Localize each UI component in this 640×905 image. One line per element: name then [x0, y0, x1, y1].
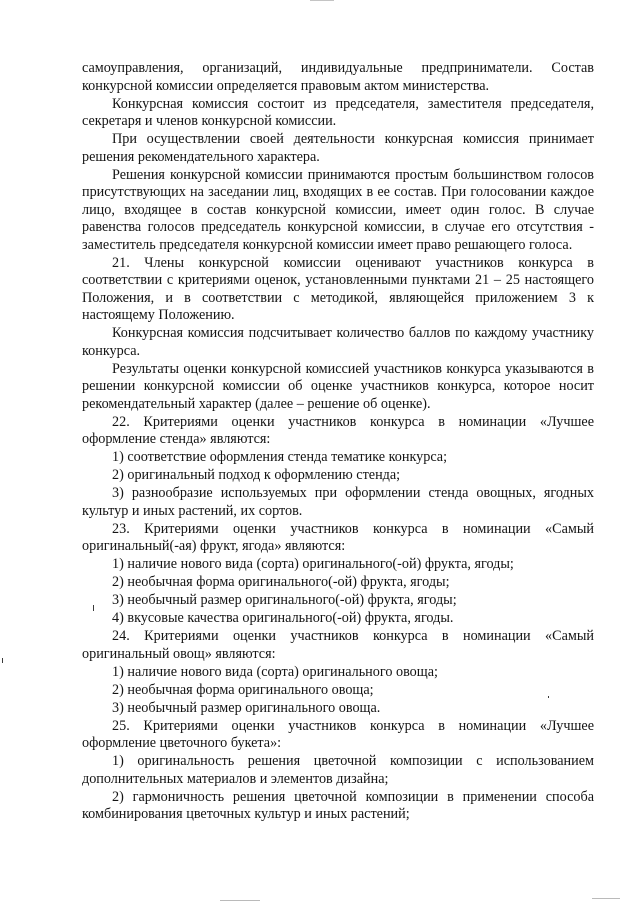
- list-item: 2) необычная форма оригинального овоща;: [112, 681, 374, 698]
- list-item: 3) необычный размер оригинального(-ой) фрукта, ягоды;: [112, 592, 457, 608]
- paragraph-commission-composition: Конкурсная комиссия состоит из председателя, заместителя председателя, секретаря и членов конкурсной комиссии.: [82, 95, 594, 129]
- list-item: 2) гармоничность решения цветочной композиции в применении способа комбинирования цветочных культур и иных растений;: [82, 788, 594, 822]
- paragraph-clause-24: 24. Критериями оценки участников конкурса в номинации «Самый оригинальный овощ» являются:: [82, 628, 594, 662]
- list-item: 1) наличие нового вида (сорта) оригинального овоща;: [112, 663, 438, 680]
- scan-artifact-mark: [2, 658, 3, 663]
- paragraph-evaluation-results: Результаты оценки конкурсной комиссией участников конкурса указываются в решении конкурсной комиссии об оценке участников конкурса, которое носит рекомендательный характер (далее – решение об оценке).: [82, 360, 594, 412]
- paragraph-score-counting: Конкурсная комиссия подсчитывает количество баллов по каждому участнику конкурса.: [82, 325, 594, 359]
- list-item: 4) вкусовые качества оригинального(-ой) фрукта, ягоды.: [112, 610, 454, 626]
- scan-artifact-mark: [220, 900, 260, 901]
- paragraph-voting-rules: Решения конкурсной комиссии принимаются простым большинством голосов присутствующих на заседании лиц, входящих в ее состав. При голосовании каждое лицо, входящее в состав конкурсной комиссии, имеет один голос. В случае равенства голосов председатель конкурсной комиссии, в случае его отсутствия - заместитель председателя конкурсной комиссии имеет право решающего голоса.: [82, 166, 594, 253]
- paragraph-clause-21: 21. Члены конкурсной комиссии оценивают участников конкурса в соответствии с критериями оценок, установленными пунктами 21 – 25 настоящего Положения, и в соответствии с методикой, являющейся приложением 3 к настоящему Положению.: [82, 254, 594, 323]
- list-item: 3) необычный размер оригинального овоща.: [112, 699, 381, 716]
- scan-artifact-mark: [592, 898, 620, 899]
- list-item: 2) оригинальный подход к оформлению стенда;: [112, 467, 401, 483]
- list-item: 2) необычная форма оригинального(-ой) фрукта, ягоды;: [112, 574, 450, 590]
- paragraph-commission-decisions: При осуществлении своей деятельности конкурсная комиссия принимает решения рекомендательного характера.: [82, 131, 594, 165]
- scan-artifact-mark: [93, 605, 94, 611]
- scan-artifact-mark: [548, 696, 549, 698]
- list-item: 1) наличие нового вида (сорта) оригинального(-ой) фрукта, ягоды;: [112, 556, 514, 572]
- list-item: 3) разнообразие используемых при оформлении стенда овощных, ягодных культур и иных растений, их сортов.: [82, 485, 594, 519]
- document-body: [82, 60, 594, 824]
- scan-artifact-mark: [310, 0, 334, 1]
- list-item: 1) соответствие оформления стенда тематике конкурса;: [112, 449, 448, 465]
- list-item: 1) оригинальность решения цветочной композиции с использованием дополнительных материалов и элементов дизайна;: [82, 753, 594, 787]
- paragraph-clause-22: 22. Критериями оценки участников конкурса в номинации «Лучшее оформление стенда» являются:: [82, 413, 594, 447]
- paragraph-clause-23: 23. Критериями оценки участников конкурса в номинации «Самый оригинальный(-ая) фрукт, ягода» являются:: [82, 520, 594, 554]
- paragraph-clause-25: 25. Критериями оценки участников конкурса в номинации «Лучшее оформление цветочного букета»:: [82, 717, 594, 751]
- paragraph-continuation: самоуправления, организаций, индивидуальные предприниматели. Состав конкурсной комиссии определяется правовым актом министерства.: [82, 60, 594, 94]
